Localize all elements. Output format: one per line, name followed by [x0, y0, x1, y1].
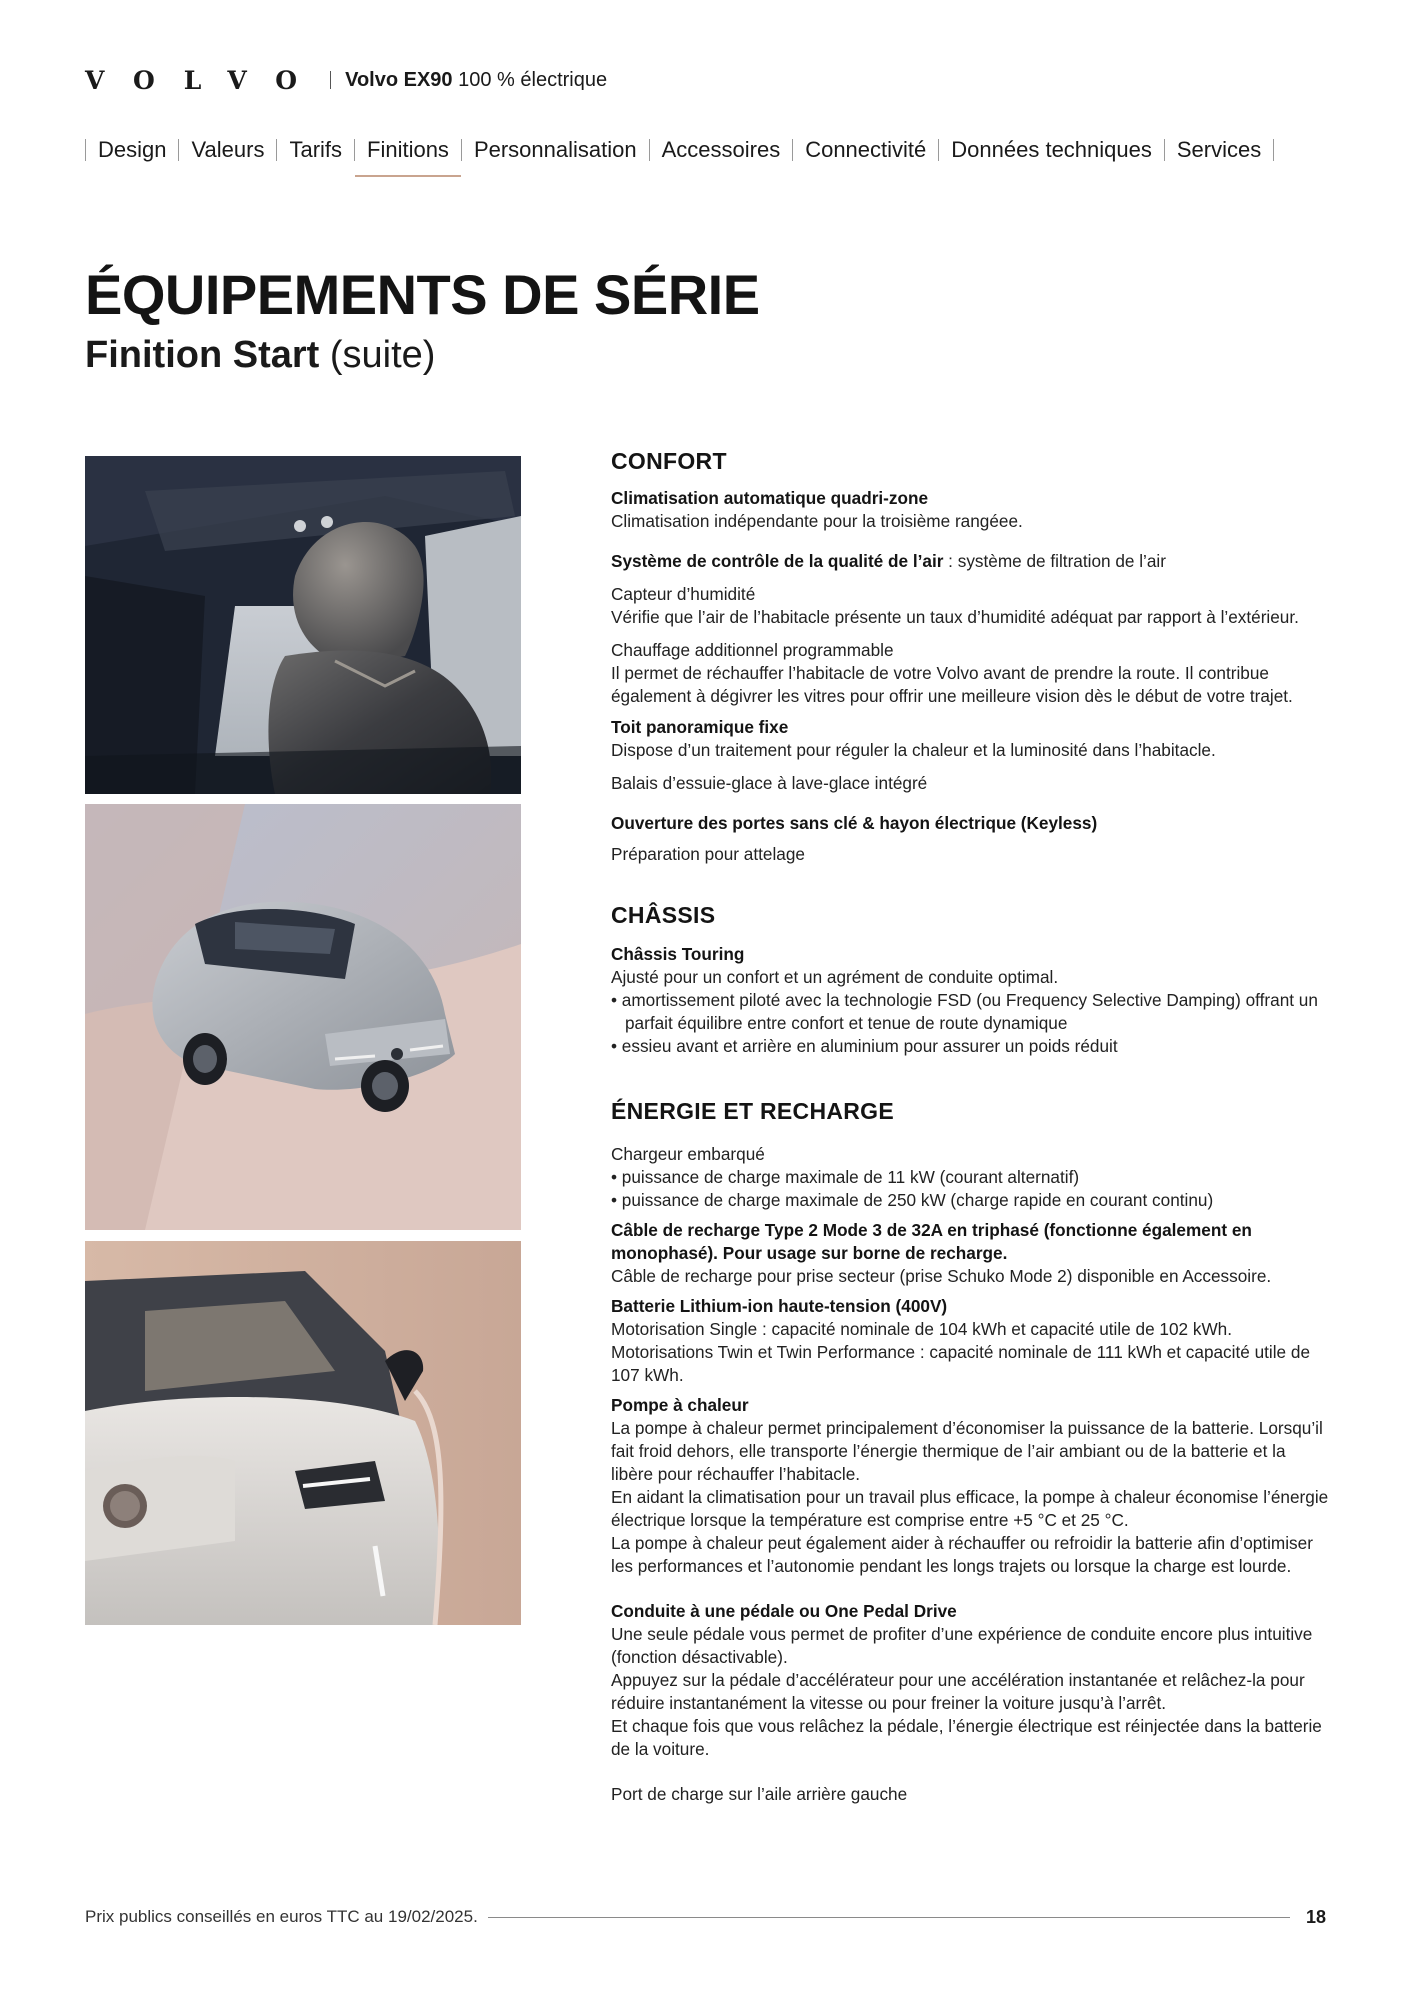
item-title: Chauffage additionnel programmable: [611, 640, 894, 660]
subtitle-light: (suite): [329, 334, 436, 376]
nav-item-tarifs[interactable]: Tarifs: [289, 137, 343, 162]
volvo-logo[interactable]: VOLVO: [85, 65, 327, 95]
item-text: Dispose d’un traitement pour réguler la chaleur et la luminosité dans l’habitacle.: [611, 740, 1216, 760]
item-cable: [611, 1219, 1331, 1288]
item-text: Câble de recharge pour prise secteur (prise Schuko Mode 2) disponible en Accessoire.: [611, 1266, 1272, 1286]
nav-item-finitions[interactable]: Finitions: [355, 130, 461, 170]
item-climatisation: [611, 487, 1331, 533]
item-pompe: [611, 1394, 1331, 1578]
item-qualite-air: [611, 550, 1331, 573]
item-text: Climatisation indépendante pour la troisième rangéee.: [611, 511, 1023, 531]
nav-item-valeurs[interactable]: Valeurs: [191, 137, 265, 162]
item-title: Ouverture des portes sans clé & hayon électrique (Keyless): [611, 813, 1098, 833]
photo-interior: [85, 456, 521, 794]
page-title: ÉQUIPEMENTS DE SÉRIE: [85, 263, 760, 326]
car-top-image: [85, 804, 521, 1230]
item-text: Préparation pour attelage: [611, 844, 805, 864]
photo-car-front: [85, 1241, 521, 1625]
item-text: : système de filtration de l’air: [943, 551, 1166, 571]
interior-image: [85, 456, 521, 794]
model-name: Volvo EX90: [345, 68, 453, 91]
item-text: Il permet de réchauffer l’habitacle de votre Volvo avant de prendre la route. Il contribue également à dégivrer les vitres pour offrir une meilleure vision dès le début de votre trajet.: [611, 663, 1293, 706]
item-title: Système de contrôle de la qualité de l’air: [611, 551, 944, 571]
item-attelage: [611, 843, 1331, 866]
item-chauffage: [611, 639, 1331, 708]
item-chassis-touring: [611, 943, 1331, 1058]
bullet-item: • puissance de charge maximale de 11 kW (courant alternatif): [611, 1167, 1080, 1187]
section-confort-title: CONFORT: [611, 448, 727, 474]
bullet-item: • essieu avant et arrière en aluminium pour assurer un poids réduit: [611, 1036, 1118, 1056]
item-text: La pompe à chaleur permet principalement d’économiser la puissance de la batterie. Lorsqu’il fait froid dehors, elle transporte l’énergie thermique de l’air ambiant ou de la batterie et la libère pour réchauffer l’habitacle. En aidant la climatisation pour un travail plus efficace, la pompe à chaleur économise l’énergie électrique lorsque la température est comprise entre +5 °C et 25 °C. La pompe à chaleur peut également aider à réchauffer ou refroidir la batterie afin d’optimiser les performances et l’autonomie pendant les longs trajets ou lorsque la charge est lourde.: [611, 1418, 1329, 1576]
item-batterie: [611, 1295, 1331, 1387]
bullet-item: • amortissement piloté avec la technologie FSD (ou Frequency Selective Damping) offrant un parfait équilibre entre confort et tenue de route dynamique: [611, 990, 1318, 1033]
nav-item-donnees-techniques[interactable]: Données techniques: [951, 137, 1152, 162]
item-title: Climatisation automatique quadri-zone: [611, 488, 929, 508]
bullet-item: • puissance de charge maximale de 250 kW (charge rapide en courant continu): [611, 1190, 1214, 1210]
item-title: Pompe à chaleur: [611, 1395, 749, 1415]
nav-item-accessoires[interactable]: Accessoires: [661, 137, 781, 162]
item-text: Motorisation Single : capacité nominale de 104 kWh et capacité utile de 102 kWh. Motorisations Twin et Twin Performance : capacité nominale de 111 kWh et capacité utile de 107 kWh.: [611, 1319, 1311, 1385]
item-text: Vérifie que l’air de l’habitacle présente un taux d’humidité adéquat par rapport à l’extérieur.: [611, 607, 1299, 627]
item-title: Châssis Touring: [611, 944, 745, 964]
item-humidite: [611, 583, 1331, 629]
brand-bar: [85, 62, 607, 98]
section-energie-title: ÉNERGIE ET RECHARGE: [611, 1098, 895, 1124]
page-subtitle: [85, 334, 435, 377]
item-one-pedal: [611, 1600, 1331, 1761]
item-port-charge: [611, 1783, 1331, 1806]
item-text: Ajusté pour un confort et un agrément de conduite optimal.: [611, 967, 1059, 987]
item-title: Chargeur embarqué: [611, 1144, 765, 1164]
model-suffix: 100 % électrique: [458, 68, 608, 91]
item-text: Port de charge sur l’aile arrière gauche: [611, 1784, 908, 1804]
model-label: [345, 69, 607, 92]
nav-item-personnalisation[interactable]: Personnalisation: [473, 137, 637, 162]
section-nav: [85, 130, 1274, 170]
item-title: Toit panoramique fixe: [611, 717, 789, 737]
item-title: Batterie Lithium-ion haute-tension (400V): [611, 1296, 948, 1316]
item-balais: [611, 772, 1331, 795]
price-note: Prix publics conseillés en euros TTC au 19/02/2025.: [85, 1907, 478, 1926]
footer: [85, 1903, 1326, 1931]
item-keyless: [611, 812, 1331, 835]
item-chargeur: [611, 1143, 1331, 1212]
car-front-image: [85, 1241, 521, 1625]
page-number: 18: [1305, 1906, 1326, 1927]
photo-car-top: [85, 804, 521, 1230]
item-title: Capteur d’humidité: [611, 584, 756, 604]
section-chassis-title: CHÂSSIS: [611, 902, 716, 928]
subtitle-strong: Finition Start: [85, 334, 320, 376]
item-text: Balais d’essuie-glace à lave-glace intégré: [611, 773, 928, 793]
item-text: Une seule pédale vous permet de profiter d’une expérience de conduite encore plus intuitive (fonction désactivable). Appuyez sur la pédale d’accélérateur pour une accélération instantanée et relâchez-la pour réduire instantanément la vitesse ou pour freiner la voiture jusqu’à l’arrêt. Et chaque fois que vous relâchez la pédale, l’énergie électrique est réinjectée dans la batterie de la voiture.: [611, 1624, 1322, 1759]
item-title: Câble de recharge Type 2 Mode 3 de 32A en triphasé (fonctionne également en monophasé). Pour usage sur borne de recharge.: [611, 1220, 1252, 1263]
content-column: [611, 450, 1331, 1806]
nav-item-design[interactable]: Design: [98, 137, 167, 162]
nav-item-services[interactable]: Services: [1176, 137, 1262, 162]
nav-item-connectivite[interactable]: Connectivité: [805, 137, 927, 162]
brand-divider: [330, 71, 331, 89]
item-title: Conduite à une pédale ou One Pedal Drive: [611, 1601, 957, 1621]
nav-divider: [1273, 139, 1274, 161]
item-toit: [611, 716, 1331, 762]
footer-rule: [488, 1917, 1290, 1918]
